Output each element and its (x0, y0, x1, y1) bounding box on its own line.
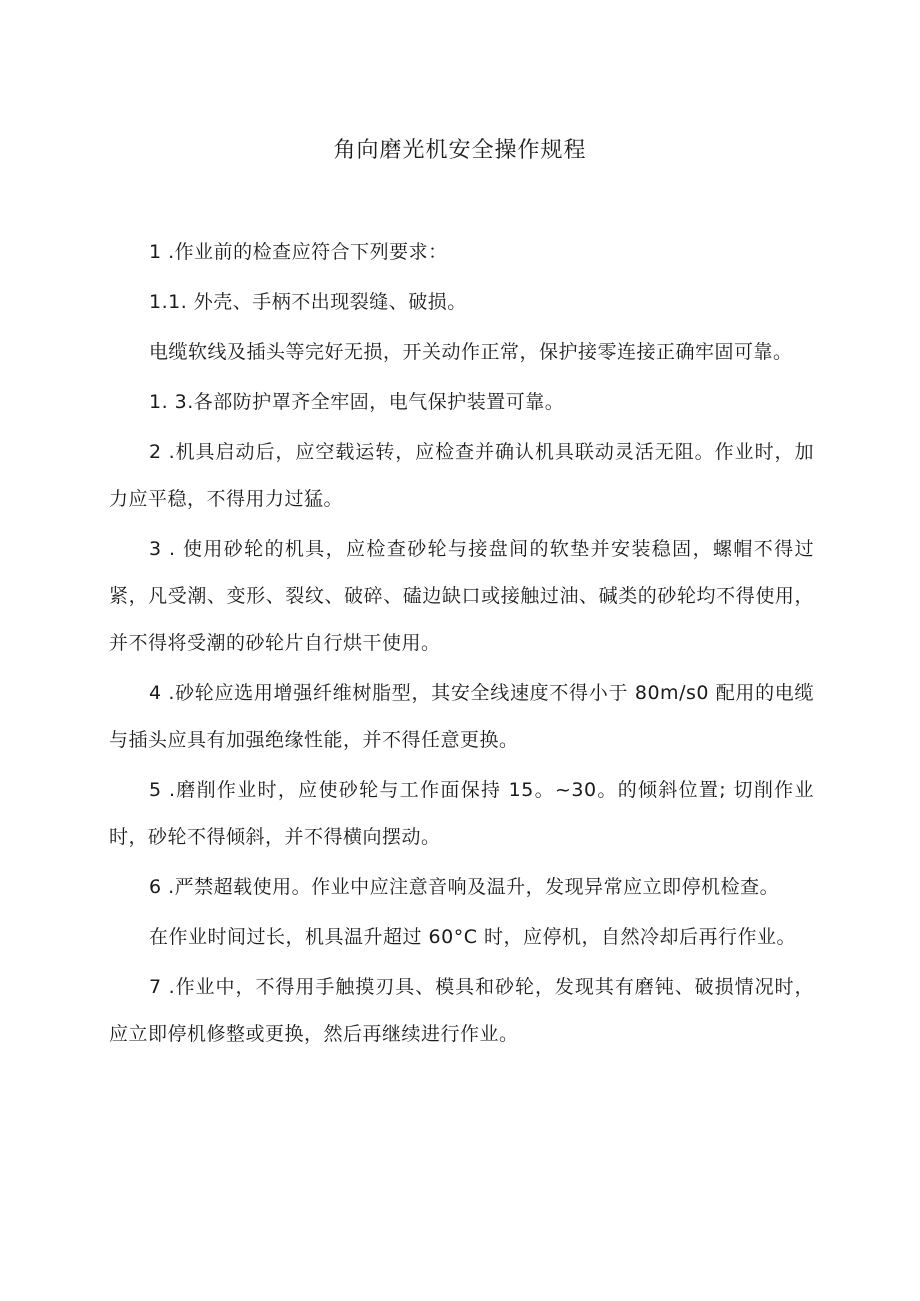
paragraph-1-2: 电缆软线及插头等完好无损，开关动作正常，保护接零连接正确牢固可靠。 (149, 341, 793, 363)
paragraph-6-note: 在作业时间过长，机具温升超过 60°C 时，应停机，自然冷却后再行作业。 (149, 926, 797, 948)
paragraph-5: 5 .磨削作业时，应使砂轮与工作面保持 15。~30。的倾斜位置; 切削作业时，砂轮不得倾斜，并不得横向摆动。 (109, 779, 814, 848)
paragraph-7: 7 .作业中，不得用手触摸刃具、模具和砂轮，发现其有磨钝、破损情况时，应立即停机修整或更换，然后再继续进行作业。 (109, 976, 814, 1045)
document-body (109, 229, 814, 1061)
paragraph-6: 6 .严禁超载使用。作业中应注意音响及温升，发现异常应立即停机检查。 (149, 876, 780, 898)
paragraph-4: 4 .砂轮应选用增强纤维树脂型，其安全线速度不得小于 80m∕s0 配用的电缆与插头应具有加强绝缘性能，并不得任意更换。 (109, 682, 814, 751)
paragraph-3: 3 . 使用砂轮的机具，应检查砂轮与接盘间的软垫并安装稳固，螺帽不得过紧，凡受潮、变形、裂纹、破碎、磕边缺口或接触过油、碱类的砂轮均不得使用，并不得将受潮的砂轮片自行烘干使用。 (109, 538, 814, 654)
paragraph-2: 2 .机具启动后，应空载运转，应检查并确认机具联动灵活无阻。作业时，加力应平稳，不得用力过猛。 (109, 441, 814, 510)
paragraph-1-1: 1.1. 外壳、手柄不出现裂缝、破损。 (149, 291, 467, 313)
document-title: 角向磨光机安全操作规程 (333, 138, 587, 163)
paragraph-1: 1 .作业前的检查应符合下列要求： (149, 241, 448, 263)
paragraph-1-3: 1. 3.各部防护罩齐全牢固，电气保护装置可靠。 (149, 391, 565, 413)
